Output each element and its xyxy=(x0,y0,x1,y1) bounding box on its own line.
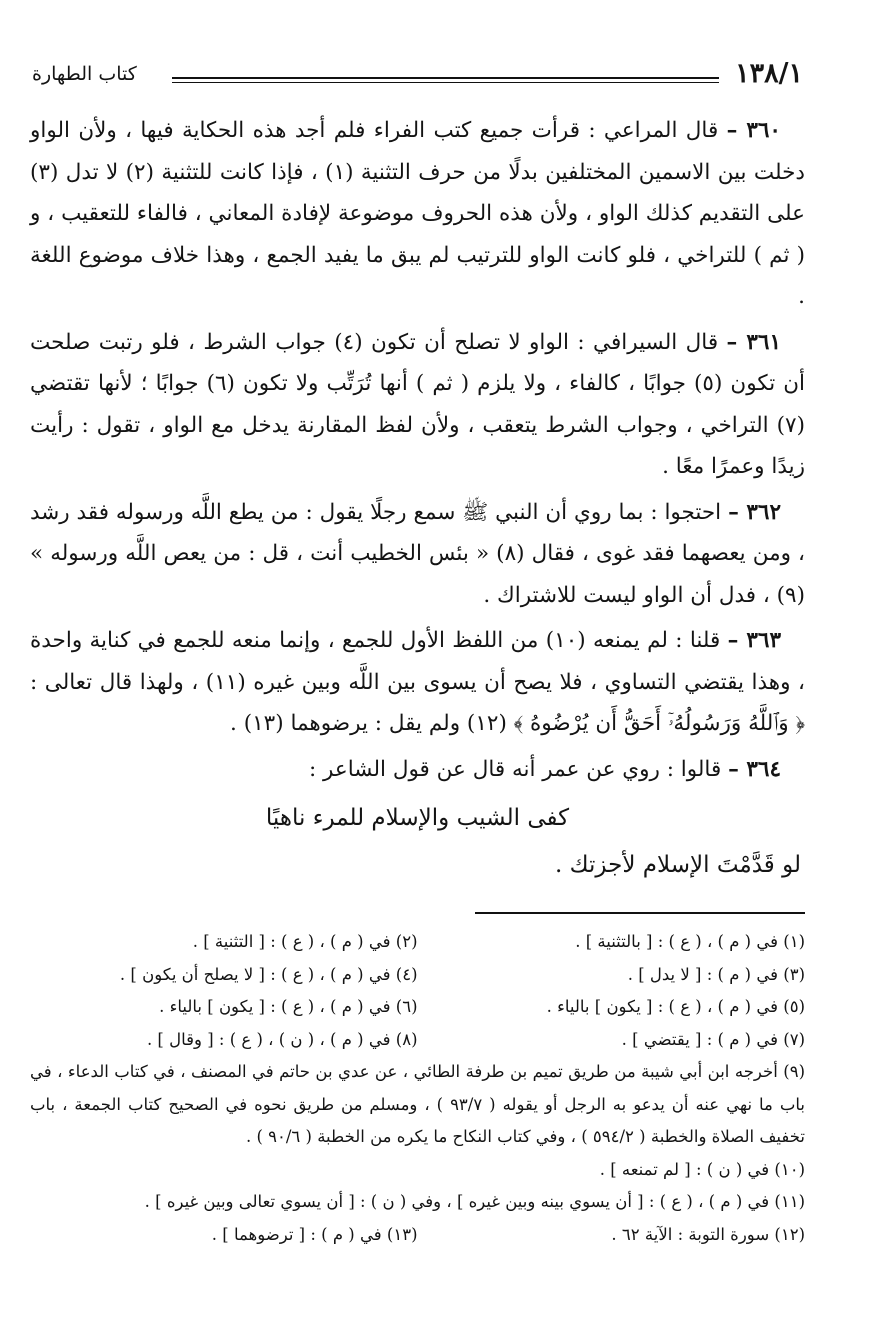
footnote: (٦) في ( م ) ، ( ع ) : [ يكون ] بالياء . xyxy=(159,997,418,1016)
paragraph-text: احتجوا : بما روي أن النبي ﷺ سمع رجلًا يقول : من يطع اللَّه ورسوله فقد رشد ، ومن يعصهما فقد غوى ، فقال (٨) « بئس الخطيب أنت ، قل : من يعص اللَّه ورسوله » (٩) ، فدل أن الواو ليست للاشتراك . xyxy=(30,499,805,608)
paragraph-362 xyxy=(30,492,805,617)
footnotes xyxy=(30,926,805,1251)
footnote-row xyxy=(30,1024,805,1057)
paragraph-text: قال المراعي : قرأت جميع كتب الفراء فلم أجد هذه الحكاية فيها ، ولأن الواو دخلت بين الاسمين المختلفين بدلًا من حرف التثنية (١) ، فإذا كانت للتثنية (٢) لا تدل (٣) على التقديم كذلك الواو ، ولأن هذه الحروف موضوعة لإفادة المعاني ، فالفاء للتعقيب ، و ( ثم ) للتراخي ، فلو كانت الواو للترتيب لم يبق ما يفيد الجمع ، وهذا خلاف موضوع اللغة . xyxy=(30,118,806,309)
paragraph-text: قلنا : لم يمنعه (١٠) من اللفظ الأول للجمع ، وإنما منعه للجمع في كناية واحدة ، وهذا يقتضي التساوي ، فلا يصح أن يسوى بين اللَّه وبين غيره (١١) ، ولهذا قال تعالى : ﴿ وَٱللَّهُ وَرَسُولُهُۥٓ أَحَقُّ أَن يُرْضُوهُ ﴾ (١٢) ولم يقل : يرضوهما (١٣) . xyxy=(30,628,805,736)
footnote: (٣) في ( م ) : [ لا يدل ] . xyxy=(627,964,805,984)
footnote: (٥) في ( م ) ، ( ع ) : [ يكون ] بالياء . xyxy=(546,997,805,1016)
paragraph-number: ٣٦١ – xyxy=(726,329,781,355)
footnote: (٤) في ( م ) ، ( ع ) : [ لا يصلح أن يكون ] . xyxy=(119,964,418,984)
poem-response: لو قَدَّمْتَ الإسلام لأجزتك . xyxy=(555,852,801,878)
footnote-separator xyxy=(475,912,805,914)
header-rule-thin xyxy=(172,82,719,83)
poem-verse: كفى الشيب والإسلام للمرء ناهيًا xyxy=(265,805,570,831)
paragraph-text: قال السيرافي : الواو لا تصلح أن تكون (٤) جواب الشرط ، فلو رتبت صلحت أن تكون (٥) جوابًا ، كالفاء ، ولا يلزم ( ثم ) أنها تُرَتِّب ولا تكون (٦) جوابًا ؛ لأنها تقتضي (٧) التراخي ، وجواب الشرط يتعقب ، ولأن لفظ المقارنة يدخل مع الواو ، تقول : رأيت زيدًا وعمرًا معًا . xyxy=(30,329,805,479)
footnote-row xyxy=(30,959,805,992)
footnote-row xyxy=(30,991,805,1024)
book-page xyxy=(30,48,805,1338)
paragraph-number: ٣٦٣ – xyxy=(727,628,781,653)
book-title: كتاب الطهارة xyxy=(32,63,137,85)
footnote: (٢) في ( م ) ، ( ع ) : [ التثنية ] . xyxy=(192,932,418,951)
paragraph-text: قالوا : روي عن عمر أنه قال عن قول الشاعر : xyxy=(308,756,722,782)
paragraph-number: ٣٦٤ – xyxy=(728,756,781,782)
footnote: (١) في ( م ) ، ( ع ) : [ بالتثنية ] . xyxy=(575,932,805,951)
footnote: (٨) في ( م ) ، ( ن ) ، ( ع ) : [ وقال ] . xyxy=(146,1029,418,1049)
paragraph-361 xyxy=(30,322,805,488)
running-header xyxy=(30,58,805,88)
footnote: (٧) في ( م ) : [ يقتضي ] . xyxy=(621,1029,805,1049)
header-rule xyxy=(172,77,719,79)
footnote-11: (١١) في ( م ) ، ( ع ) : [ أن يسوي بينه وبين غيره ] ، وفي ( ن ) : [ أن يسوي تعالى وبين غيره ] . xyxy=(144,1192,805,1211)
paragraph-364 xyxy=(30,749,805,791)
paragraph-number: ٣٦٢ – xyxy=(728,499,781,525)
footnote: (١٣) في ( م ) : [ ترضوهما ] . xyxy=(211,1224,418,1244)
footnote: (١٢) سورة التوبة : الآية ٦٢ . xyxy=(611,1224,805,1244)
footnote-9: (٩) أخرجه ابن أبي شيبة من طريق تميم بن طرفة الطائي ، عن عدي بن حاتم في المصنف ، في كتاب الدعاء ، في باب ما نهي عنه أن يدعو به الرجل أو يقوله ( ٩٣/٧ ) ، ومسلم من طريق نحوه في الصحيح كتاب الجمعة ، باب تخفيف الصلاة والخطبة ( ٥٩٤/٢ ) ، وفي كتاب النكاح ما يكره من الخطبة ( ٩٠/٦ ) . xyxy=(30,1062,805,1146)
paragraph-363 xyxy=(30,620,805,745)
footnote-row xyxy=(30,1219,805,1252)
footnote-row xyxy=(30,926,805,959)
paragraph-number: ٣٦٠ – xyxy=(726,118,781,143)
footnote-10: (١٠) في ( ن ) : [ لم تمنعه ] . xyxy=(599,1159,805,1179)
paragraph-360 xyxy=(30,110,805,318)
main-text xyxy=(30,110,805,890)
page-number: ١٣٨/١ xyxy=(735,58,803,89)
